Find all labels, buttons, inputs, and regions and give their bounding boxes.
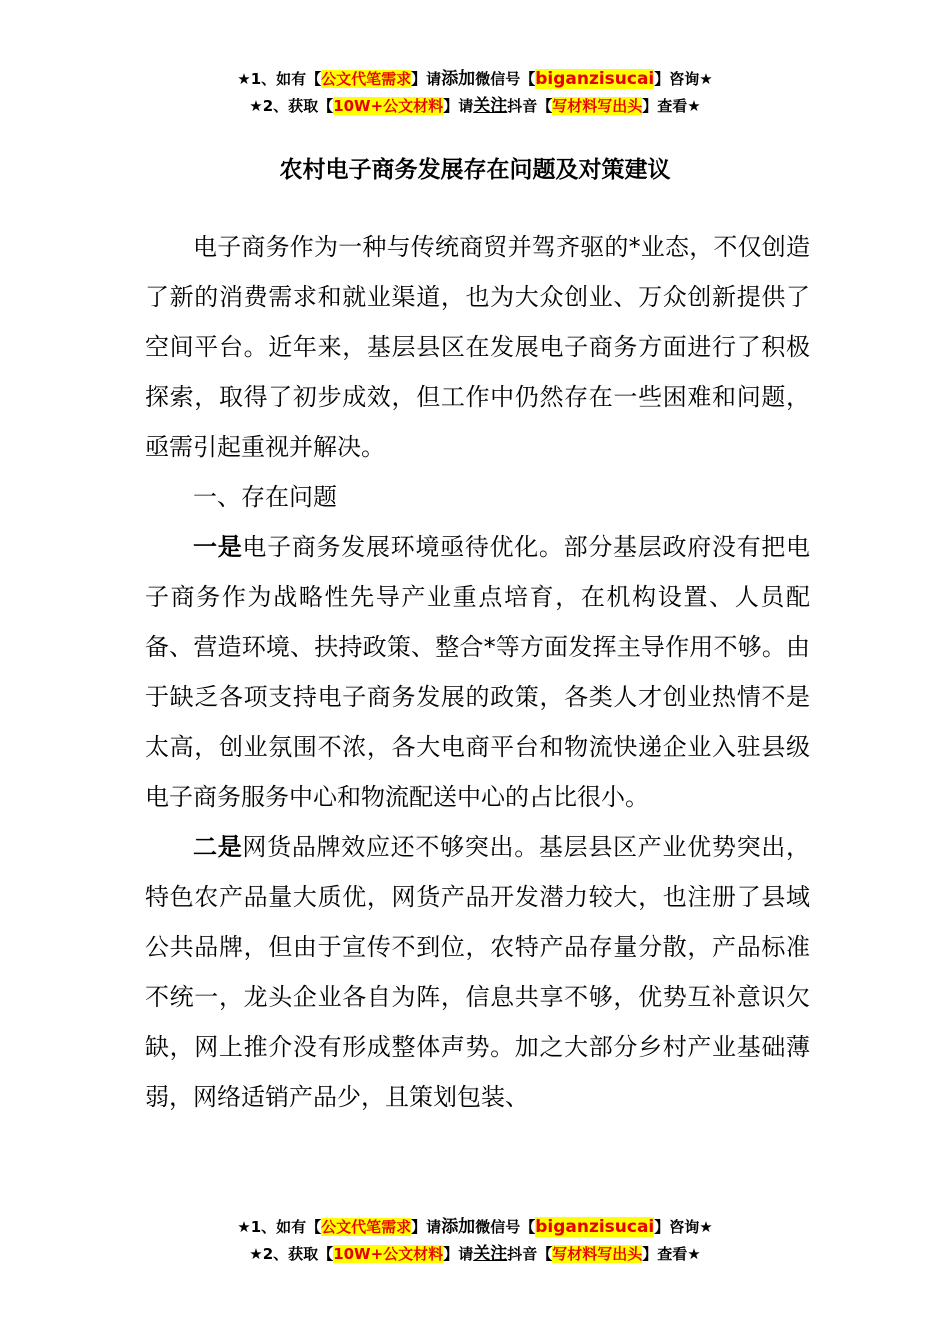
document-body [145, 222, 810, 1122]
banner-line-2: ★2、获取【10W+公文材料】请关注抖音【写材料写出头】查看★ [249, 1244, 701, 1264]
banner-wechat-id: biganzisucai [535, 1217, 655, 1237]
paragraph-point-2: 二是网货品牌效应还不够突出。基层县区产业优势突出，特色农产品量大质优，网货产品开发潜力较大，也注册了县域公共品牌，但由于宣传不到位，农特产品存量分散，产品标准不统一，龙头企业各自为阵，信息共享不够，优势互补意识欠缺，网上推介没有形成整体声势。加之大部分乡村产业基础薄弱，网络适销产品少，且策划包装、 [145, 833, 811, 1111]
banner-douyin-id: 写材料写出头 [552, 97, 643, 115]
paragraph-intro: 电子商务作为一种与传统商贸并驾齐驱的*业态，不仅创造了新的消费需求和就业渠道，也为大众创业、万众创新提供了空间平台。近年来，基层县区在发展电子商务方面进行了积极探索，取得了初步成效，但工作中仍然存在一些困难和问题，亟需引起重视并解决。 [145, 233, 810, 461]
banner-wechat-id: biganzisucai [535, 69, 655, 89]
banner-highlight: 10W+公文材料 [333, 97, 444, 115]
point-lead: 一是 [193, 533, 243, 561]
banner-highlight: 公文代笔需求 [321, 1218, 412, 1236]
paragraph-point-1: 一是电子商务发展环境亟待优化。部分基层政府没有把电子商务作为战略性先导产业重点培育，在机构设置、人员配备、营造环境、扶持政策、整合*等方面发挥主导作用不够。由于缺乏各项支持电子商务发展的政策，各类人才创业热情不是太高，创业氛围不浓，各大电商平台和物流快递企业入驻县级电子商务服务中心和物流配送中心的占比很小。 [145, 533, 811, 811]
section-heading: 一、存在问题 [193, 483, 337, 511]
banner-highlight: 公文代笔需求 [321, 70, 412, 88]
point-lead: 二是 [193, 833, 243, 861]
banner-douyin-id: 写材料写出头 [552, 1245, 643, 1263]
document-title: 农村电子商务发展存在问题及对策建议 [279, 157, 671, 183]
banner-line-1: ★1、如有【公文代笔需求】请添加微信号【biganzisucai】咨询★ [237, 69, 713, 89]
header-banner [0, 66, 950, 120]
banner-line-1: ★1、如有【公文代笔需求】请添加微信号【biganzisucai】咨询★ [237, 1217, 713, 1237]
footer-banner [0, 1214, 950, 1268]
banner-line-2: ★2、获取【10W+公文材料】请关注抖音【写材料写出头】查看★ [249, 96, 701, 116]
banner-highlight: 10W+公文材料 [333, 1245, 444, 1263]
